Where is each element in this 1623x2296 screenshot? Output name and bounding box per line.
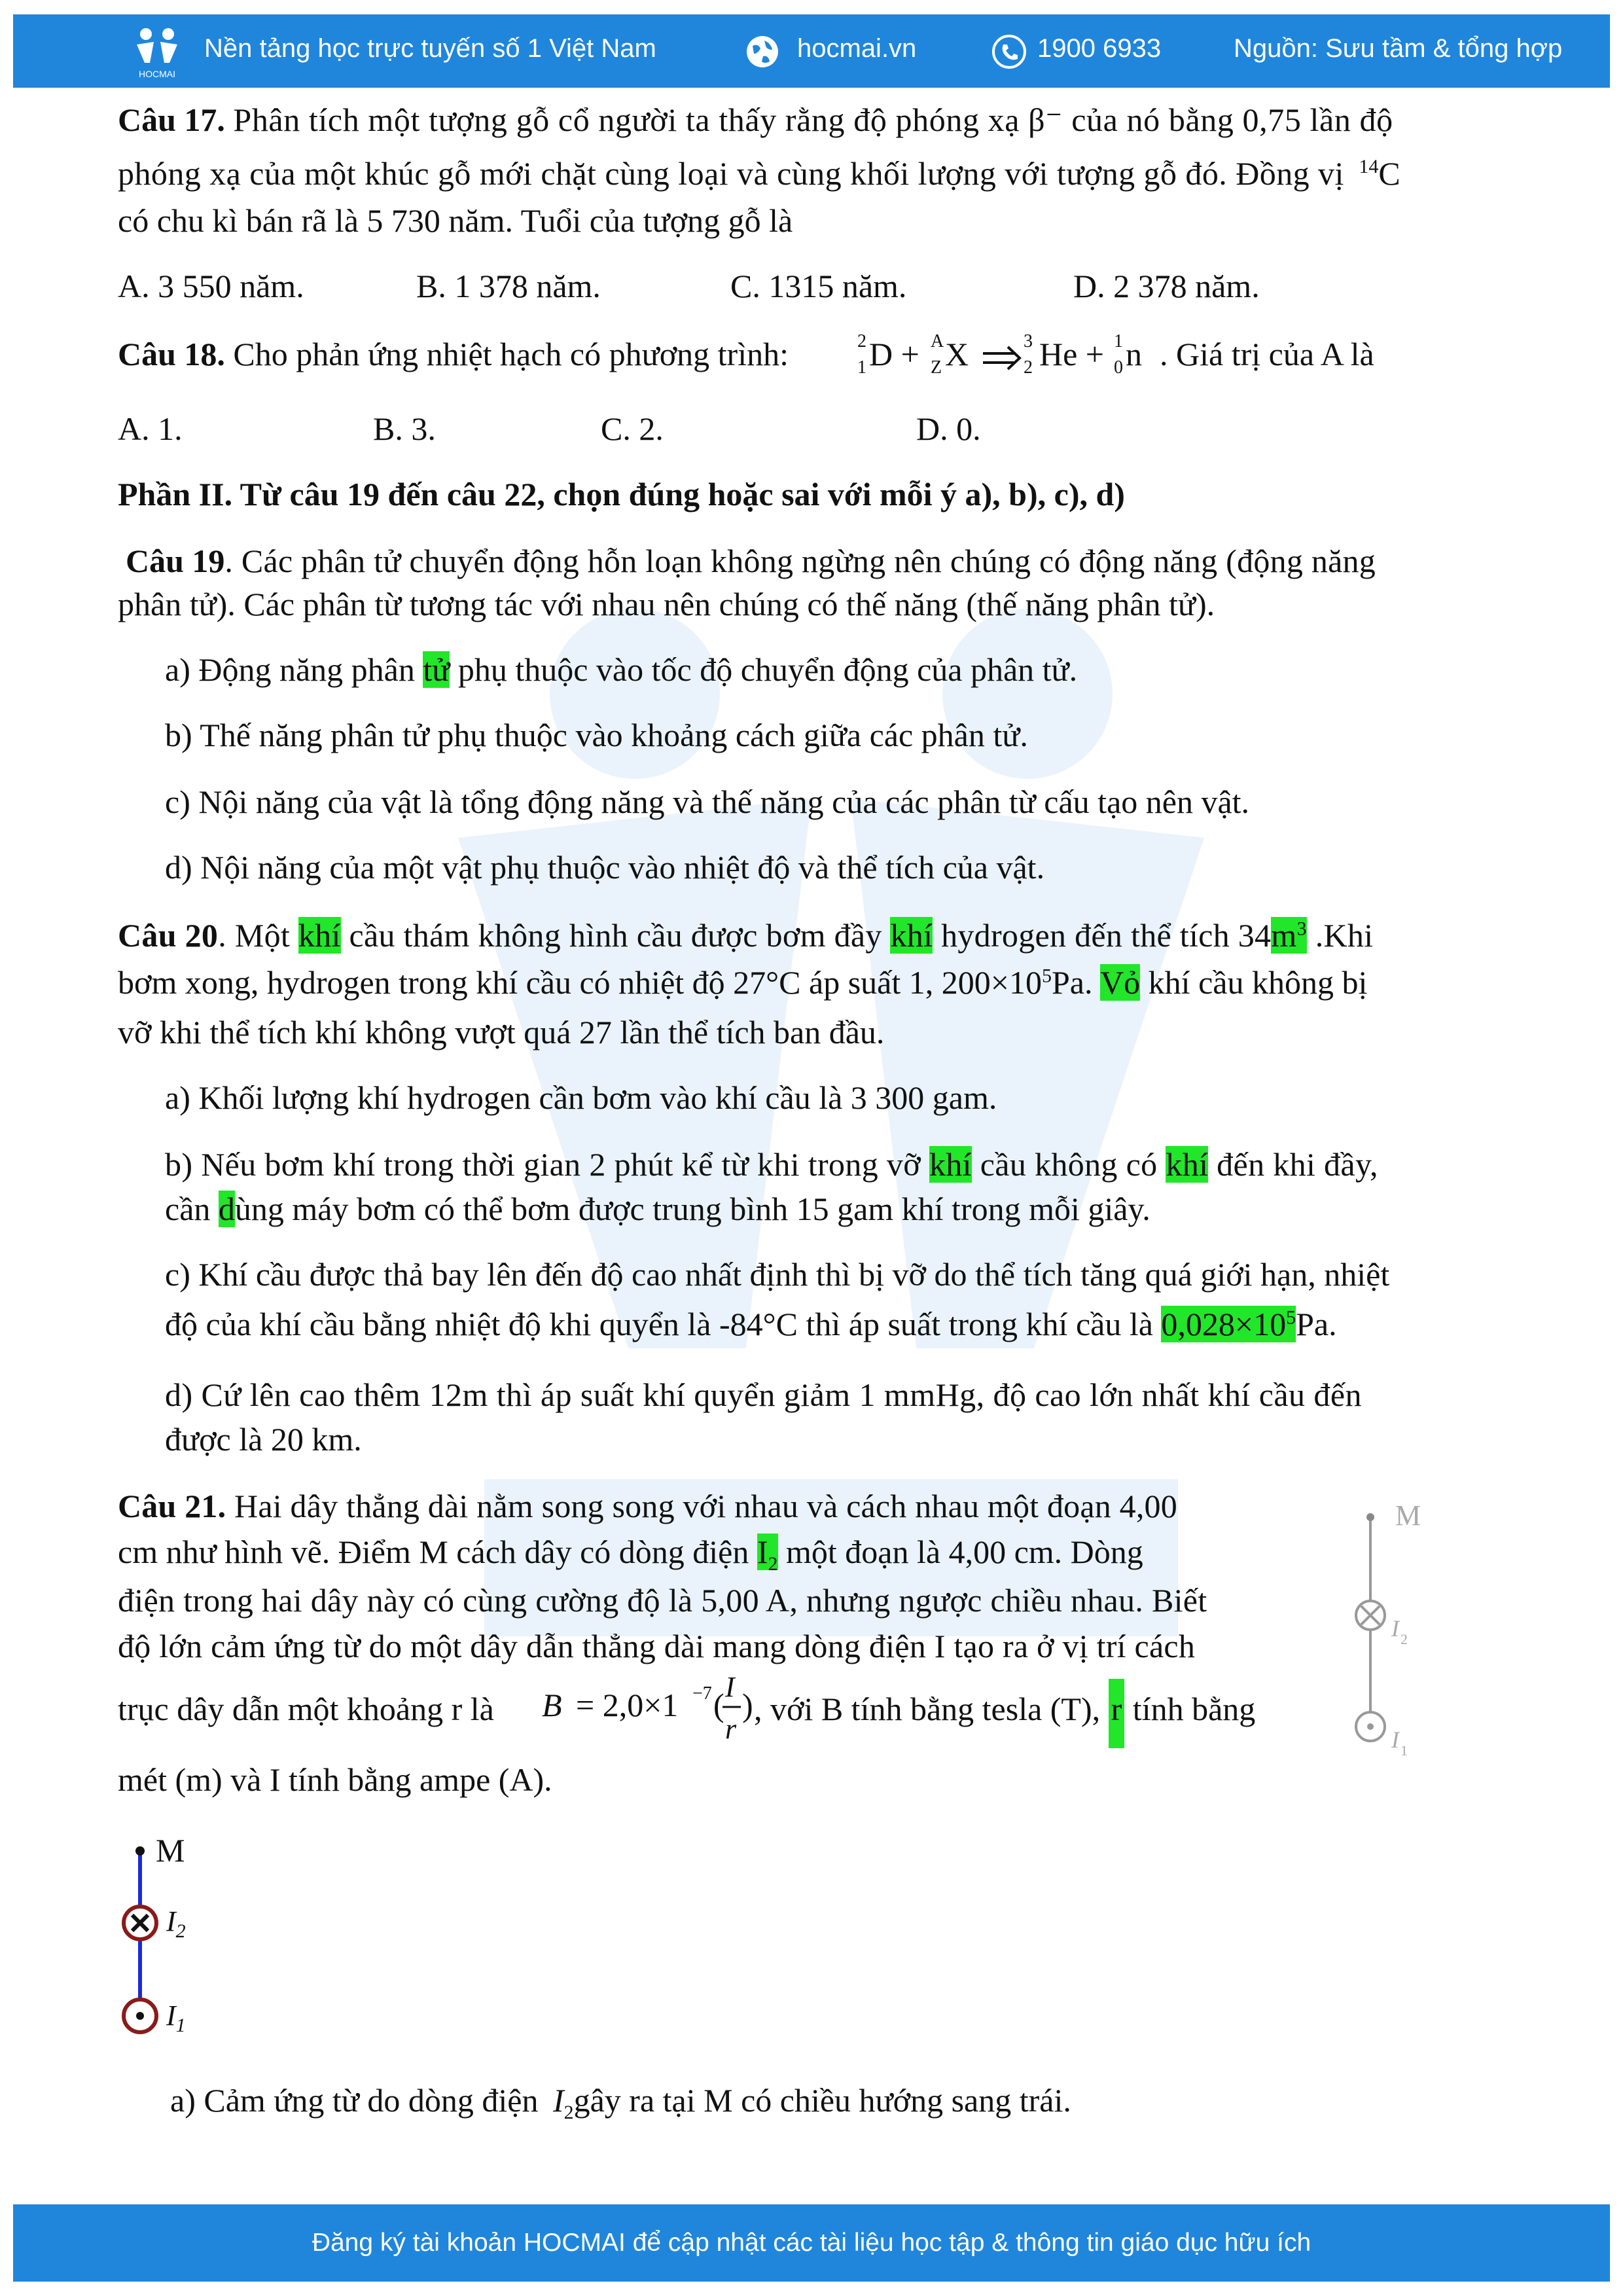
q20-b1-highlight-1: khí: [929, 1146, 972, 1183]
header-website-link[interactable]: hocmai.vn: [797, 34, 917, 63]
q21-l2-sub: 2: [768, 1553, 778, 1575]
q21-l2-a: cm như hình vẽ. Điểm M cách dây có dòng điện: [118, 1534, 757, 1570]
q17-line1: [118, 103, 1393, 136]
part2-heading: Phần II. Từ câu 19 đến câu 22, chọn đúng hoặc sai với mỗi ý a), b), c), d): [118, 476, 1125, 512]
q20-b2-a: cần: [165, 1191, 219, 1227]
q21-statement-a[interactable]: [170, 2082, 1071, 2123]
q19-statement-c[interactable]: c) Nội năng của vật là tổng động năng và thế năng của các phân từ cấu tạo nên vật.: [165, 783, 1250, 820]
q17-option-a[interactable]: A. 3 550 năm.: [118, 268, 304, 304]
q20-b1-b: cầu không có: [971, 1146, 1166, 1183]
footer-text: Đăng ký tài khoản HOCMAI để cập nhật các tài liệu học tập & thông tin giáo dục hữu ích: [312, 2229, 1311, 2257]
q21-fig-I1: I: [166, 2000, 176, 2032]
q21-line5-tail: [754, 1693, 1255, 1725]
q21-line6: mét (m) và I tính bằng ampe (A).: [118, 1761, 552, 1798]
q20-c2-highlight: [1161, 1306, 1296, 1342]
q20-statement-d-line2: được là 20 km.: [165, 1421, 362, 1458]
q20-l1-b: cầu thám không hình cầu được bơm đầy: [340, 917, 891, 954]
svg-text:r: r: [725, 1713, 737, 1745]
q19-statement-d[interactable]: d) Nội năng của một vật phụ thuộc vào nhiệt độ và thể tích của vật.: [165, 849, 1045, 886]
q21-label: Câu 21.: [118, 1488, 226, 1524]
q20-statement-d-line1[interactable]: d) Cứ lên cao thêm 12m thì áp suất khí quyển giảm 1 mmHg, độ cao lớn nhất khí cầu đến: [165, 1376, 1362, 1413]
q19-statement-b[interactable]: b) Thế năng phân tử phụ thuộc vào khoảng cách giữa các phân tử.: [165, 717, 1028, 753]
q20-l1-exp: 3: [1296, 918, 1307, 940]
svg-text:): ): [742, 1687, 753, 1723]
q18-reaction-equation: [855, 327, 1162, 386]
q21-fig-label-I2: [166, 1905, 186, 1942]
q18-label: Câu 18.: [118, 336, 225, 372]
q21-l2-b: một đoạn là 4,00 cm. Dòng: [777, 1534, 1143, 1570]
q17-option-c[interactable]: C. 1315 năm.: [730, 268, 907, 304]
svg-text:I: I: [1391, 1615, 1399, 1641]
svg-text:Z: Z: [931, 357, 942, 378]
q20-b2-highlight: d: [218, 1191, 235, 1227]
q20-l2-exp: 5: [1041, 965, 1052, 987]
q20-b1-highlight-2: khí: [1166, 1146, 1209, 1183]
svg-text:D +: D +: [869, 336, 919, 372]
q20-c2-a: độ của khí cầu bằng nhiệt độ khi quyển là -84°C thì áp suất trong khí cầu là: [165, 1306, 1162, 1342]
q20-b2-b: ùng máy bơm có thể bơm được trung bình 15 gam khí trong mỗi giây.: [234, 1191, 1150, 1227]
q20-c2-exp: 5: [1286, 1306, 1296, 1329]
q20-statement-a[interactable]: a) Khối lượng khí hydrogen cần bơm vào khí cầu là 3 300 gam.: [165, 1079, 997, 1116]
svg-text:M: M: [1395, 1499, 1421, 1532]
q18-tail: . Giá trị của A là: [1160, 336, 1374, 372]
svg-text:A: A: [931, 331, 944, 351]
q21-l5-highlight: r: [1109, 1679, 1125, 1748]
q18-option-a[interactable]: A. 1.: [118, 410, 183, 447]
svg-text:n: n: [1126, 336, 1142, 372]
q20-b1-c: đến khi đầy,: [1208, 1146, 1378, 1183]
q21-line2: [118, 1534, 1143, 1575]
q20-l1-highlight-2: khí: [890, 917, 933, 954]
q20-l2-c: khí cầu không bị: [1140, 964, 1368, 1001]
q21-l5-b: , với B tính bằng tesla (T),: [754, 1691, 1109, 1727]
q21-fig-I2: I: [166, 1905, 176, 1937]
header-phone[interactable]: 1900 6933: [1037, 34, 1162, 63]
q21-a-post: gây ra tại M có chiều hướng sang trái.: [573, 2082, 1071, 2119]
q19-text-1: . Các phân tử chuyển động hỗn loạn không ngừng nên chúng có động năng (động năng: [224, 543, 1376, 579]
q21-figure-small: [1348, 1499, 1453, 1761]
q21-line5: [118, 1693, 494, 1725]
q17-text-2: phóng xạ của một khúc gỗ mới chặt cùng loại và cùng khối lượng với tượng gỗ đó. Đồng vị: [118, 155, 1344, 192]
q18-text: Cho phản ứng nhiệt hạch có phương trình:: [233, 336, 789, 372]
q18-option-c[interactable]: C. 2.: [601, 410, 664, 447]
q20-label: Câu 20: [118, 917, 219, 954]
svg-text:He +: He +: [1039, 336, 1104, 372]
q21-fig-label-M: M: [156, 1832, 185, 1869]
q21-l2-highlight: [757, 1534, 778, 1575]
svg-text:2: 2: [1024, 357, 1033, 378]
q20-l1-a: . Một: [218, 917, 298, 954]
q19-line1: [126, 545, 1376, 577]
footer-bar[interactable]: [13, 2204, 1610, 2282]
q21-formula: [542, 1666, 758, 1751]
header-source: Nguồn: Sưu tầm & tổng hợp: [1234, 34, 1563, 63]
svg-text:B: B: [542, 1687, 562, 1723]
svg-text:I: I: [725, 1671, 735, 1703]
svg-text:−7: −7: [692, 1683, 712, 1704]
q18-option-b[interactable]: B. 3.: [373, 410, 436, 447]
q20-l1-unit-highlight: [1271, 917, 1307, 954]
q20-l1-highlight-1: khí: [298, 917, 341, 954]
q17-option-d[interactable]: D. 2 378 năm.: [1073, 268, 1260, 304]
q17-text-3: có chu kì bán rã là 5 730 năm. Tuổi của tượng gỗ là: [118, 202, 793, 239]
q20-l2-b: Pa.: [1051, 964, 1101, 1001]
q19-a-text-pre: a) Động năng phân: [165, 651, 423, 688]
q21-line4: độ lớn cảm ứng từ do một dây dẫn thẳng dài mang dòng điện I tạo ra ở vị trí cách: [118, 1628, 1196, 1664]
q21-a-pre: a) Cảm ứng từ do dòng điện: [170, 2082, 546, 2119]
q21-l2-I: I: [757, 1534, 768, 1570]
q20-c2-b: Pa.: [1296, 1306, 1337, 1342]
q20-l2-highlight: Vỏ: [1100, 964, 1141, 1001]
q21-line1: [118, 1490, 1177, 1522]
svg-text:(: (: [713, 1687, 724, 1723]
q21-wire-figure: [111, 1826, 242, 2049]
q17-line2: [118, 157, 1400, 190]
q21-a-sub: 2: [563, 2102, 574, 2123]
q17-isotope-symbol: C: [1378, 155, 1400, 192]
q20-line3: vỡ khi thể tích khí không vượt quá 27 lần thể tích ban đầu.: [118, 1014, 885, 1050]
q20-statement-b-line2: [165, 1193, 1150, 1225]
q21-line3: điện trong hai dây này có cùng cường độ là 5,00 A, nhưng ngược chiều nhau. Biết: [118, 1582, 1207, 1619]
q19-a-highlight: tử: [423, 651, 450, 688]
q20-l2-a: bơm xong, hydrogen trong khí cầu có nhiệt độ 27°C áp suất 1, 200×10: [118, 964, 1042, 1001]
svg-text:1: 1: [1400, 1742, 1408, 1759]
q21-l1: Hai dây thẳng dài nằm song song với nhau và cách nhau một đoạn 4,00: [234, 1488, 1177, 1524]
svg-text:3: 3: [1024, 331, 1033, 351]
q17-label: Câu 17.: [118, 101, 225, 138]
q20-line1: [118, 919, 1373, 952]
svg-text:0: 0: [1114, 357, 1123, 378]
q19-statement-a[interactable]: [165, 653, 1077, 686]
logo-text: HOCMAI: [139, 69, 175, 79]
q18-line: [118, 338, 789, 370]
q20-l1-unit: m: [1271, 917, 1297, 954]
q21-l5-a: trục dây dẫn một khoảng r là: [118, 1691, 494, 1727]
q19-text-2: phân tử). Các phân từ tương tác với nhau nên chúng có thế năng (thế năng phân tử).: [118, 586, 1215, 622]
svg-text:1: 1: [1114, 331, 1123, 351]
svg-text:2: 2: [857, 331, 866, 351]
header-tagline: Nền tảng học trực tuyến số 1 Việt Nam: [204, 34, 656, 63]
q19-a-text-post: phụ thuộc vào tốc độ chuyển động của phân tử.: [450, 651, 1078, 688]
q21-l5-c: tính bằng: [1124, 1691, 1256, 1727]
svg-text:2: 2: [1400, 1631, 1408, 1647]
q20-c2-value: 0,028×10: [1161, 1306, 1287, 1342]
q21-a-I: I: [552, 2082, 564, 2119]
q20-l1-d: .Khi: [1306, 917, 1374, 954]
q20-l1-c: hydrogen đến thể tích 34: [933, 917, 1272, 954]
q20-statement-c-line2: [165, 1308, 1337, 1340]
q19-label: Câu 19: [126, 543, 225, 579]
q21-fig-I1-sub: 1: [175, 2014, 186, 2036]
q17-text-1: Phân tích một tượng gỗ cổ người ta thấy rằng độ phóng xạ β⁻ của nó bằng 0,75 lần độ: [233, 101, 1393, 138]
q17-option-b[interactable]: B. 1 378 năm.: [416, 268, 601, 304]
q20-line2: [118, 966, 1367, 999]
q18-option-d[interactable]: D. 0.: [916, 410, 981, 447]
q20-statement-c-line1[interactable]: c) Khí cầu được thả bay lên đến độ cao nhất định thì bị vỡ do thể tích tăng quá giới hạn, nhiệt: [165, 1256, 1390, 1293]
q21-fig-I2-sub: 2: [175, 1920, 186, 1942]
q20-b1-a: b) Nếu bơm khí trong thời gian 2 phút kể từ khi trong vỡ: [165, 1146, 929, 1183]
q21-fig-label-I1: [166, 2000, 186, 2036]
q17-isotope-mass: 14: [1359, 156, 1379, 178]
svg-text:1: 1: [857, 357, 866, 378]
svg-text:X: X: [945, 336, 969, 372]
svg-text:= 2,0×1: = 2,0×1: [576, 1687, 679, 1723]
svg-text:I: I: [1391, 1727, 1399, 1753]
q20-statement-b-line1[interactable]: [165, 1148, 1378, 1181]
